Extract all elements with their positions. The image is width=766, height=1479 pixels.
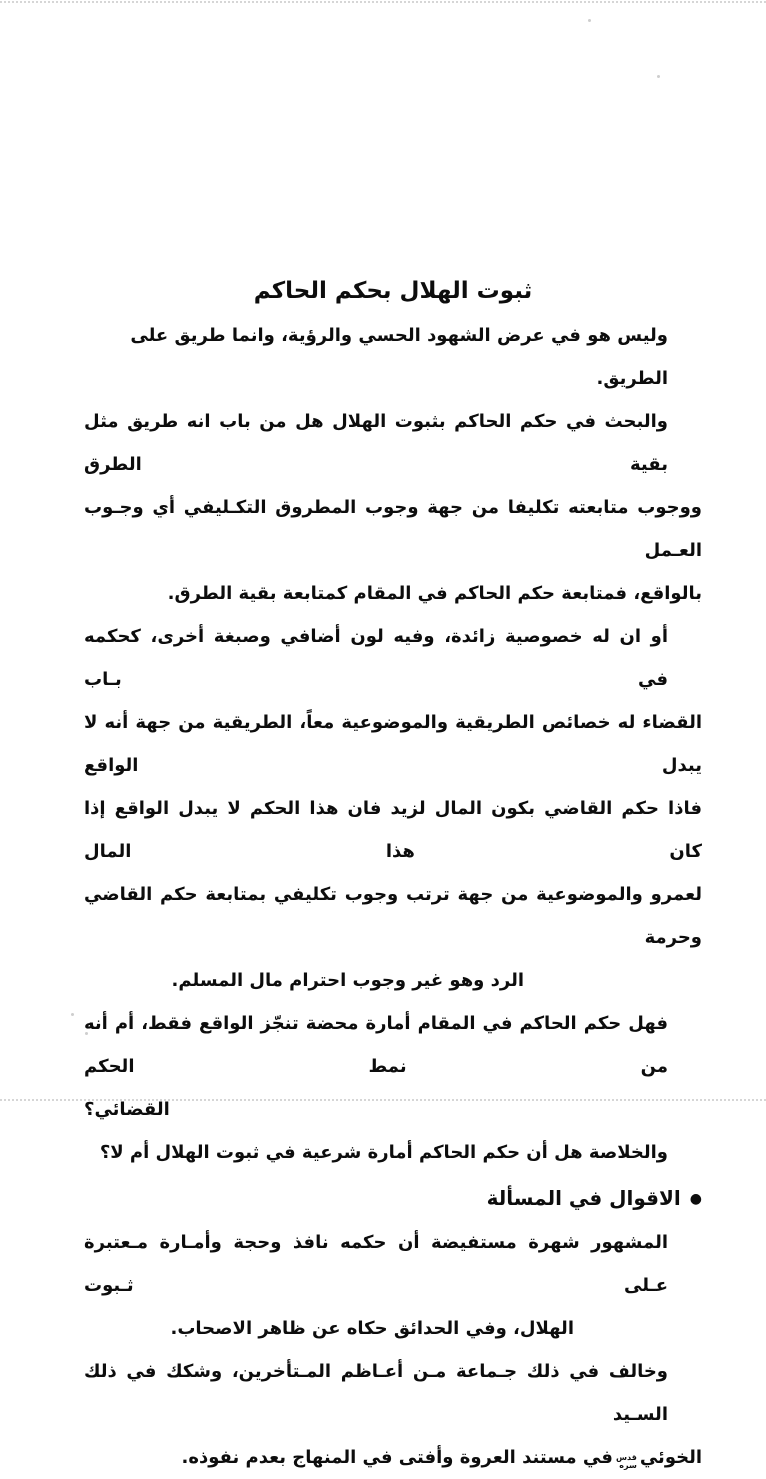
section-heading: الاقوال في المسألة xyxy=(486,1186,681,1210)
page-title: ثبوت الهلال بحكم الحاكم xyxy=(253,278,533,304)
text-line: ووجوب متابعته تكليفا من جهة وجوب المطروق التكـليفي أي وجـوب العـمل xyxy=(84,497,702,561)
paragraph xyxy=(84,400,702,615)
text-line: أو ان له خصوصية زائدة، وفيه لون أضافي وصبغة أخرى، كحكمه في بـاب xyxy=(84,626,668,690)
scan-artifact-top-edge xyxy=(0,1,766,3)
scan-speck xyxy=(588,19,591,22)
section-bullet-icon: ● xyxy=(689,1191,702,1207)
honorific-bottom: سره xyxy=(619,1461,637,1470)
text-line: القضائي؟ xyxy=(84,1099,170,1120)
honorific-top: قدس xyxy=(615,1453,637,1463)
text-line: والخلاصة هل أن حكم الحاكم أمارة شرعية في ثبوت الهلال أم لا؟ xyxy=(99,1142,668,1163)
paragraph xyxy=(84,1131,702,1174)
text-line: والبحث في حكم الحاكم بثبوت الهلال هل من باب انه طريق مثل بقية الطرق xyxy=(84,411,668,475)
text-line: المشهور شهرة مستفيضة أن حكمه نافذ وحجة وأمـارة مـعتبرة عـلى ثـبوت xyxy=(84,1232,668,1296)
text-line: فاذا حكم القاضي بكون المال لزيد فان هذا الحكم لا يبدل الواقع إذا كان هذا المال xyxy=(84,798,702,862)
paragraph xyxy=(84,615,702,1002)
text-line: الهلال، وفي الحدائق حكاه عن ظاهر الاصحاب. xyxy=(170,1318,574,1339)
text-line: الرد وهو غير وجوب احترام مال المسلم. xyxy=(171,970,524,991)
paragraph xyxy=(84,1002,702,1131)
text-line: وليس هو في عرض الشهود الحسي والرؤية، وانما طريق على الطريق. xyxy=(130,325,668,389)
text-line: القضاء له خصائص الطريقية والموضوعية معاً، الطريقية من جهة أنه لا يبدل الواقع xyxy=(84,712,702,776)
paragraph xyxy=(84,1221,702,1350)
text-segment: في مستند العروة وأفتى في المنهاج بعدم نفوذه. xyxy=(181,1447,613,1468)
paragraph xyxy=(84,314,702,400)
scan-speck xyxy=(71,1013,74,1016)
page-text-block xyxy=(84,268,702,1479)
text-line: وخالف في ذلك جـماعة مـن أعـاظم المـتأخرين، وشكك في ذلك السـيد xyxy=(84,1361,668,1425)
honorific-mark xyxy=(616,1454,637,1469)
text-line xyxy=(84,1436,702,1479)
text-line: فهل حكم الحاكم في المقام أمارة محضة تنجّز الواقع فقط، أم أنه من نمط الحكم xyxy=(84,1013,668,1077)
text-segment: الخوئي xyxy=(639,1447,702,1468)
scan-speck xyxy=(657,75,660,78)
paragraph xyxy=(84,1350,702,1479)
section-heading-row xyxy=(84,1177,702,1221)
text-line: بالواقع، فمتابعة حكم الحاكم في المقام كمتابعة بقية الطرق. xyxy=(167,583,702,604)
text-line: لعمرو والموضوعية من جهة ترتب وجوب تكليفي بمتابعة حكم القاضي وحرمة xyxy=(84,884,702,948)
